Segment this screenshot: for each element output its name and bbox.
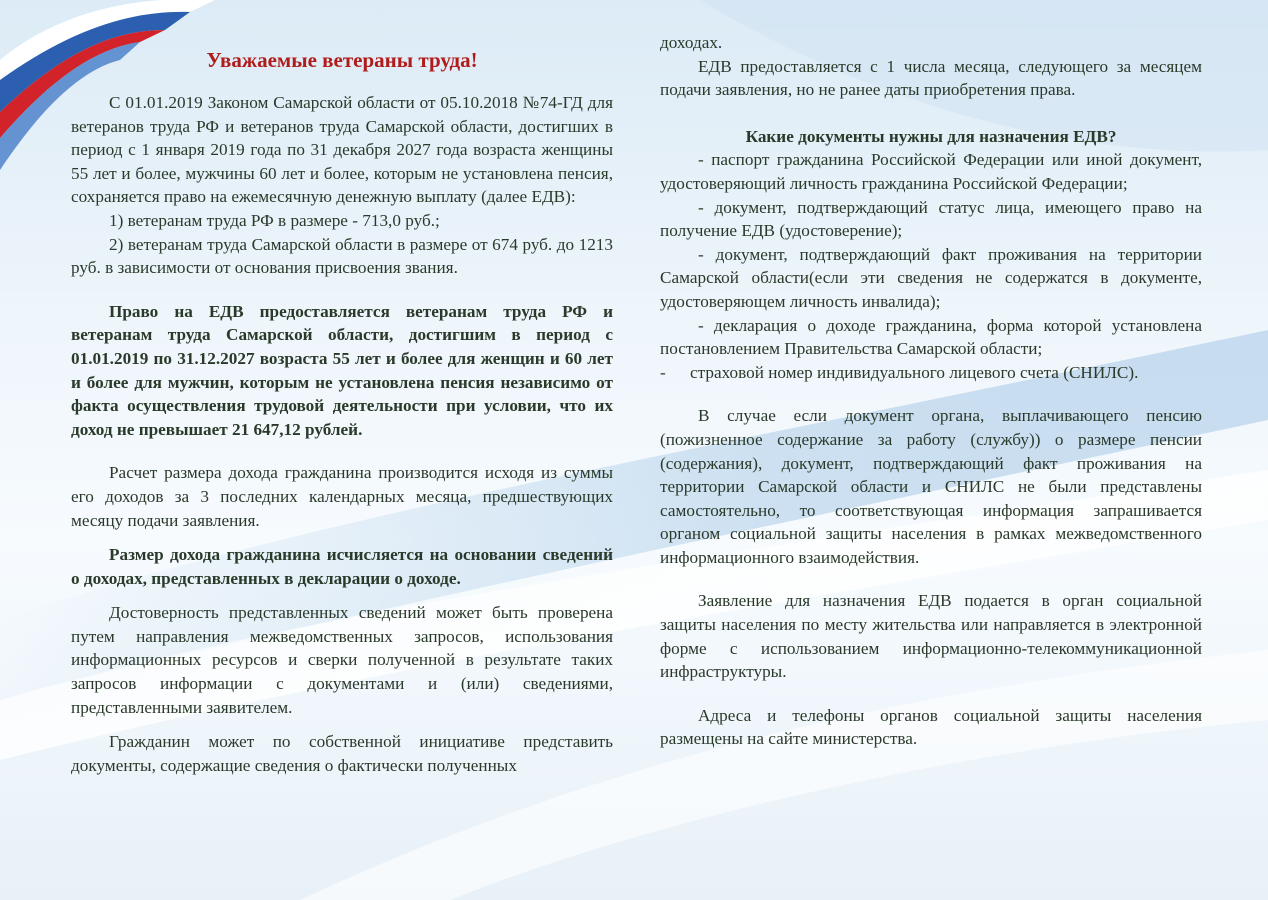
document-item-declaration: - декларация о доходе гражданина, форма которой установлена постановлением Правительства Самарской области; xyxy=(660,315,1202,359)
verification-paragraph: Достоверность представленных сведений может быть проверена путем направления межведомственных запросов, использования информационных ресурсов и сверки полученной в результате таких запросов информации с документами и (или) сведениями, представленными заявителем. xyxy=(71,603,613,717)
document-item-passport: - паспорт гражданина Российской Федерации или иной документ, удостоверяющий личность гражданина Российской Федерации; xyxy=(660,150,1202,193)
eligibility-paragraph: Право на ЕДВ предоставляется ветеранам труда РФ и ветеранам труда Самарской области, достигшим в период с 01.01.2019 по 31.12.2027 возраста 55 лет и более для женщин и 60 лет и более для мужчин, которым не установлена пенсия независимо от факта осуществления трудовой деятельности при условии, что их доход не превышает 21 647,12 рублей. xyxy=(71,301,613,439)
document-item-snils-text: страховой номер индивидуального лицевого счета (СНИЛС). xyxy=(690,362,1139,382)
income-calc-paragraph: Расчет размера дохода гражданина производится исходя из суммы его доходов за 3 последних календарных месяца, предшествующих месяцу подачи заявления. xyxy=(71,463,613,530)
intro-paragraph: С 01.01.2019 Законом Самарской области от 05.10.2018 №74-ГД для ветеранов труда РФ и ветеранов труда Самарской области, достигших в период с 1 января 2019 года по 31 декабря 2027 года возраста женщины 55 лет и более, мужчины 60 лет и более, которым не установлена пенсия, сохраняется право на ежемесячную денежную выплату (далее ЕДВ): xyxy=(71,93,613,207)
document-item-status: - документ, подтверждающий статус лица, имеющего право на получение ЕДВ (удостоверение); xyxy=(660,197,1202,241)
own-initiative-paragraph: Гражданин может по собственной инициативе представить документы, содержащие сведения о фактически полученных xyxy=(71,732,613,775)
start-date-paragraph: ЕДВ предоставляется с 1 числа месяца, следующего за месяцем подачи заявления, но не ранее даты приобретения права. xyxy=(660,56,1202,100)
amount-item-1: 1) ветеранам труда РФ в размере - 713,0 руб.; xyxy=(109,210,440,230)
right-column xyxy=(660,31,1202,751)
interagency-paragraph: В случае если документ органа, выплачивающего пенсию (пожизненное содержание за работу (службу)) о размере пенсии (содержания), документ, подтверждающий факт проживания на территории Самарской области и СНИЛС не были представлены самостоятельно, то соответствующая информация запрашивается органом социальной защиты населения в рамках межведомственного информационного взаимодействия. xyxy=(660,406,1202,567)
left-column xyxy=(71,47,613,777)
document-item-residence: - документ, подтверждающий факт проживания на территории Самарской области(если эти сведения не содержатся в документе, удостоверяющем личность инвалида); xyxy=(660,244,1202,311)
income-basis-paragraph: Размер дохода гражданина исчисляется на основании сведений о доходах, представленных в декларации о доходе. xyxy=(71,545,613,588)
page-title: Уважаемые ветераны труда! xyxy=(206,48,478,72)
document-item-snils xyxy=(660,361,1202,385)
documents-heading: Какие документы нужны для назначения ЕДВ? xyxy=(745,126,1117,146)
continued-text: доходах. xyxy=(660,33,723,52)
list-dash: - xyxy=(660,362,666,382)
amount-item-2: 2) ветеранам труда Самарской области в размере от 674 руб. до 1213 руб. в зависимости от основания присвоения звания. xyxy=(71,234,613,278)
application-paragraph: Заявление для назначения ЕДВ подается в орган социальной защиты населения по месту жительства или направляется в электронной форме с использованием информационно-телекоммуникационной инфраструктуры. xyxy=(660,591,1202,682)
contacts-paragraph: Адреса и телефоны органов социальной защиты населения размещены на сайте министерства. xyxy=(660,705,1202,749)
